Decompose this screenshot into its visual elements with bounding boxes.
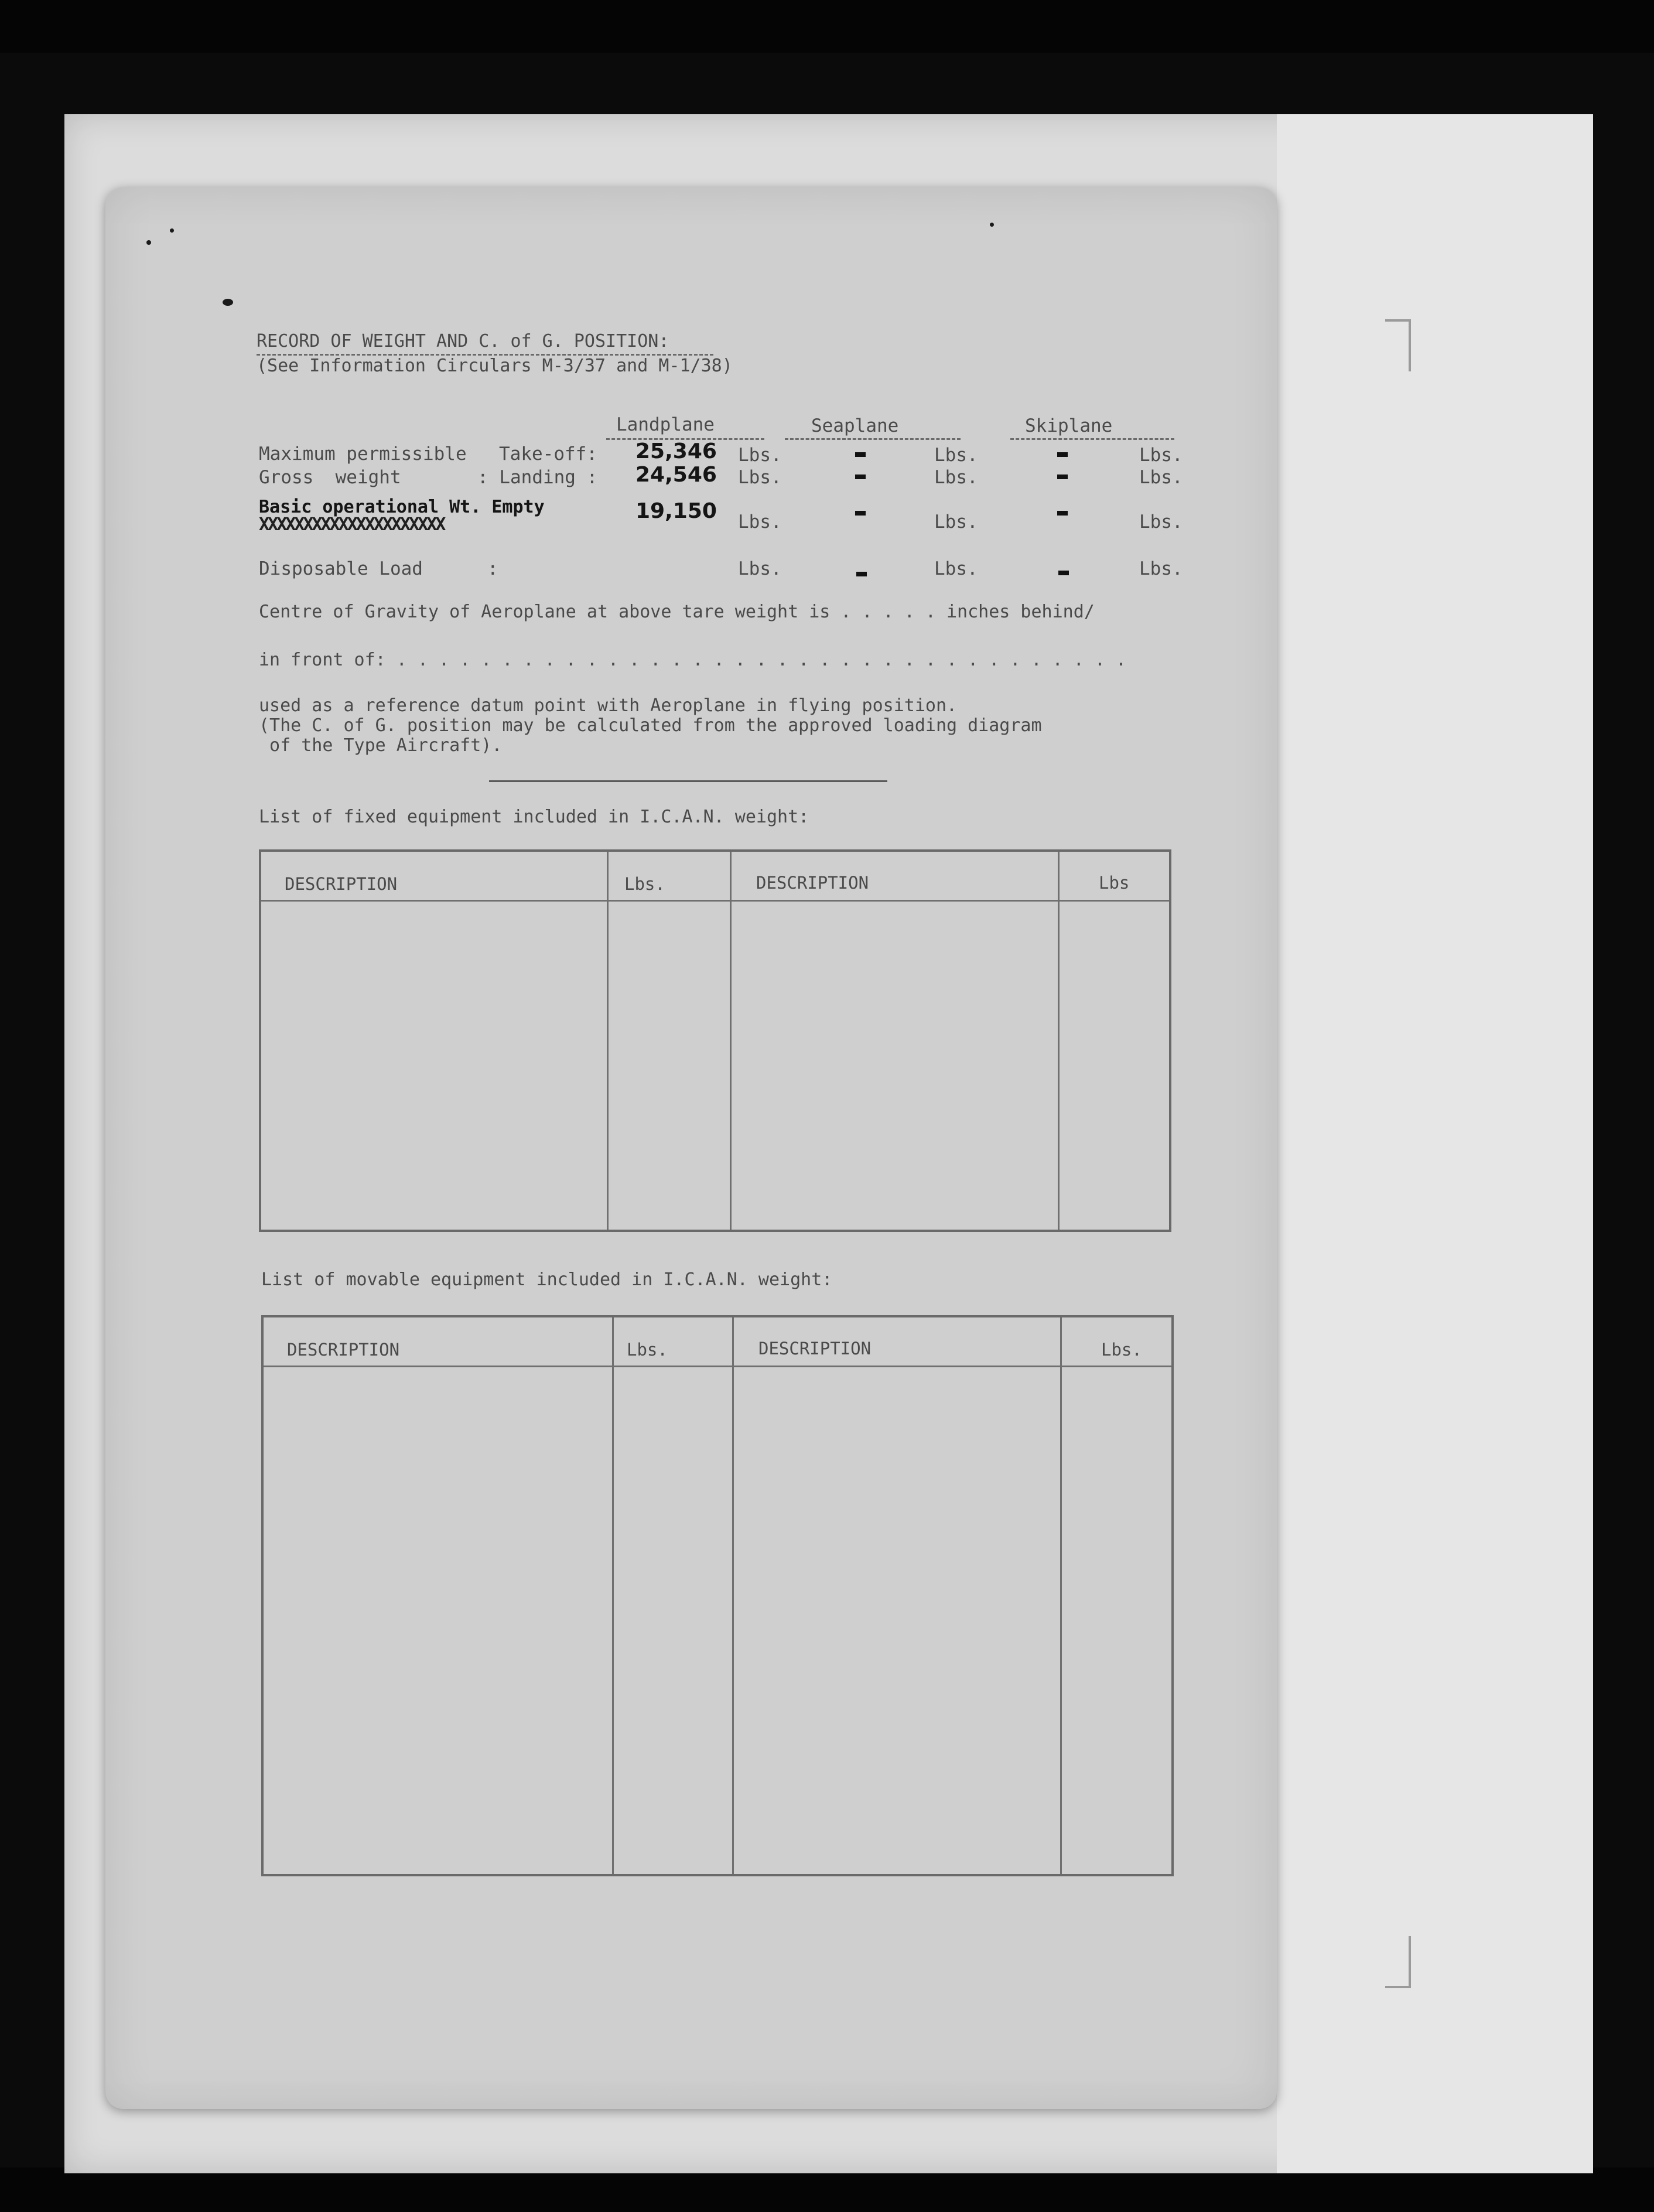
movable-table-divider	[612, 1317, 614, 1874]
corner-bracket-bottom	[1385, 1936, 1411, 1988]
movable-description-header-1: DESCRIPTION	[287, 1340, 400, 1360]
seaplane-underline	[785, 438, 961, 440]
landing-unit-skiplane: Lbs.	[1139, 467, 1183, 488]
movable-table-divider	[732, 1317, 734, 1874]
disposable-unit-seaplane: Lbs.	[934, 558, 978, 579]
takeoff-unit-landplane: Lbs.	[738, 445, 782, 466]
corner-bracket-top	[1385, 319, 1411, 371]
ink-speck	[223, 299, 233, 306]
basic-unit-landplane: Lbs.	[738, 511, 782, 532]
skiplane-underline	[1010, 438, 1174, 440]
fixed-equipment-table	[259, 849, 1171, 1232]
ink-speck	[170, 228, 174, 233]
takeoff-unit-skiplane: Lbs.	[1139, 445, 1183, 466]
basic-seaplane-dash	[855, 511, 866, 516]
movable-equipment-title: List of movable equipment included in I.C.A.N. weight:	[261, 1269, 833, 1290]
form-sheet	[105, 187, 1277, 2109]
column-header-skiplane: Skiplane	[1025, 415, 1113, 436]
disposable-unit-landplane: Lbs.	[738, 558, 782, 579]
takeoff-skiplane-dash	[1057, 452, 1068, 457]
cg-line-2: in front of: . . . . . . . . . . . . . . . . . . . . . . . . . . . . . . . . . . .	[259, 650, 1127, 670]
basic-unit-skiplane: Lbs.	[1139, 511, 1183, 532]
landing-unit-seaplane: Lbs.	[934, 467, 978, 488]
cg-line-1: Centre of Gravity of Aeroplane at above tare weight is . . . . . inches behind/	[259, 602, 1095, 622]
fixed-table-divider	[730, 852, 732, 1230]
film-border-top	[0, 0, 1654, 53]
cg-line-5: of the Type Aircraft).	[259, 735, 503, 756]
max-permissible-label: Maximum permissible	[259, 443, 467, 465]
takeoff-label: Take-off:	[499, 443, 597, 465]
movable-table-header-rule	[264, 1366, 1171, 1367]
form-title: RECORD OF WEIGHT AND C. of G. POSITION:	[257, 331, 669, 351]
fixed-lbs-header-1: Lbs.	[624, 874, 665, 894]
landing-label: : Landing :	[477, 467, 598, 488]
fixed-table-header-rule	[261, 900, 1169, 902]
disposable-load-label: Disposable Load	[259, 558, 423, 579]
fixed-equipment-title: List of fixed equipment included in I.C.A.N. weight:	[259, 807, 809, 827]
cg-line-3: used as a reference datum point with Aeroplane in flying position.	[259, 695, 958, 716]
cg-line-4: (The C. of G. position may be calculated from the approved loading diagram	[259, 715, 1042, 736]
takeoff-unit-seaplane: Lbs.	[934, 445, 978, 466]
movable-description-header-2: DESCRIPTION	[758, 1339, 872, 1358]
disposable-seaplane-dash	[856, 572, 867, 576]
disposable-colon: :	[487, 558, 498, 579]
fixed-table-divider	[607, 852, 609, 1230]
fixed-table-divider	[1058, 852, 1060, 1230]
basic-weight-label: Basic operational Wt. Empty	[259, 497, 545, 517]
landing-value: 24,546	[635, 463, 717, 487]
takeoff-value: 25,346	[635, 439, 717, 463]
film-border-bottom	[0, 2167, 1654, 2212]
column-header-landplane: Landplane	[616, 414, 715, 435]
ink-speck	[990, 223, 994, 227]
section-divider	[489, 780, 887, 782]
basic-empty-value: 19,150	[635, 499, 717, 523]
fixed-lbs-header-2: Lbs	[1099, 873, 1130, 893]
movable-lbs-header-1: Lbs.	[627, 1340, 668, 1360]
fixed-description-header-1: DESCRIPTION	[285, 874, 398, 894]
movable-table-divider	[1060, 1317, 1062, 1874]
basic-unit-seaplane: Lbs.	[934, 511, 978, 532]
gross-weight-label: Gross weight	[259, 467, 401, 488]
landing-unit-landplane: Lbs.	[738, 467, 782, 488]
form-subtitle: (See Information Circulars M-3/37 and M-1/38)	[257, 356, 733, 376]
backing-sheet-margin	[1277, 114, 1593, 2173]
movable-equipment-table	[261, 1315, 1174, 1876]
takeoff-seaplane-dash	[855, 452, 866, 457]
disposable-skiplane-dash	[1058, 571, 1069, 575]
basic-skiplane-dash	[1057, 511, 1068, 516]
ink-speck	[146, 240, 151, 245]
landing-skiplane-dash	[1057, 475, 1068, 479]
landing-seaplane-dash	[855, 475, 866, 479]
fixed-description-header-2: DESCRIPTION	[756, 873, 869, 893]
struck-out-text: XXXXXXXXXXXXXXXXXXXXX	[259, 514, 445, 535]
column-header-seaplane: Seaplane	[811, 415, 899, 436]
movable-lbs-header-2: Lbs.	[1101, 1340, 1142, 1360]
disposable-unit-skiplane: Lbs.	[1139, 558, 1183, 579]
